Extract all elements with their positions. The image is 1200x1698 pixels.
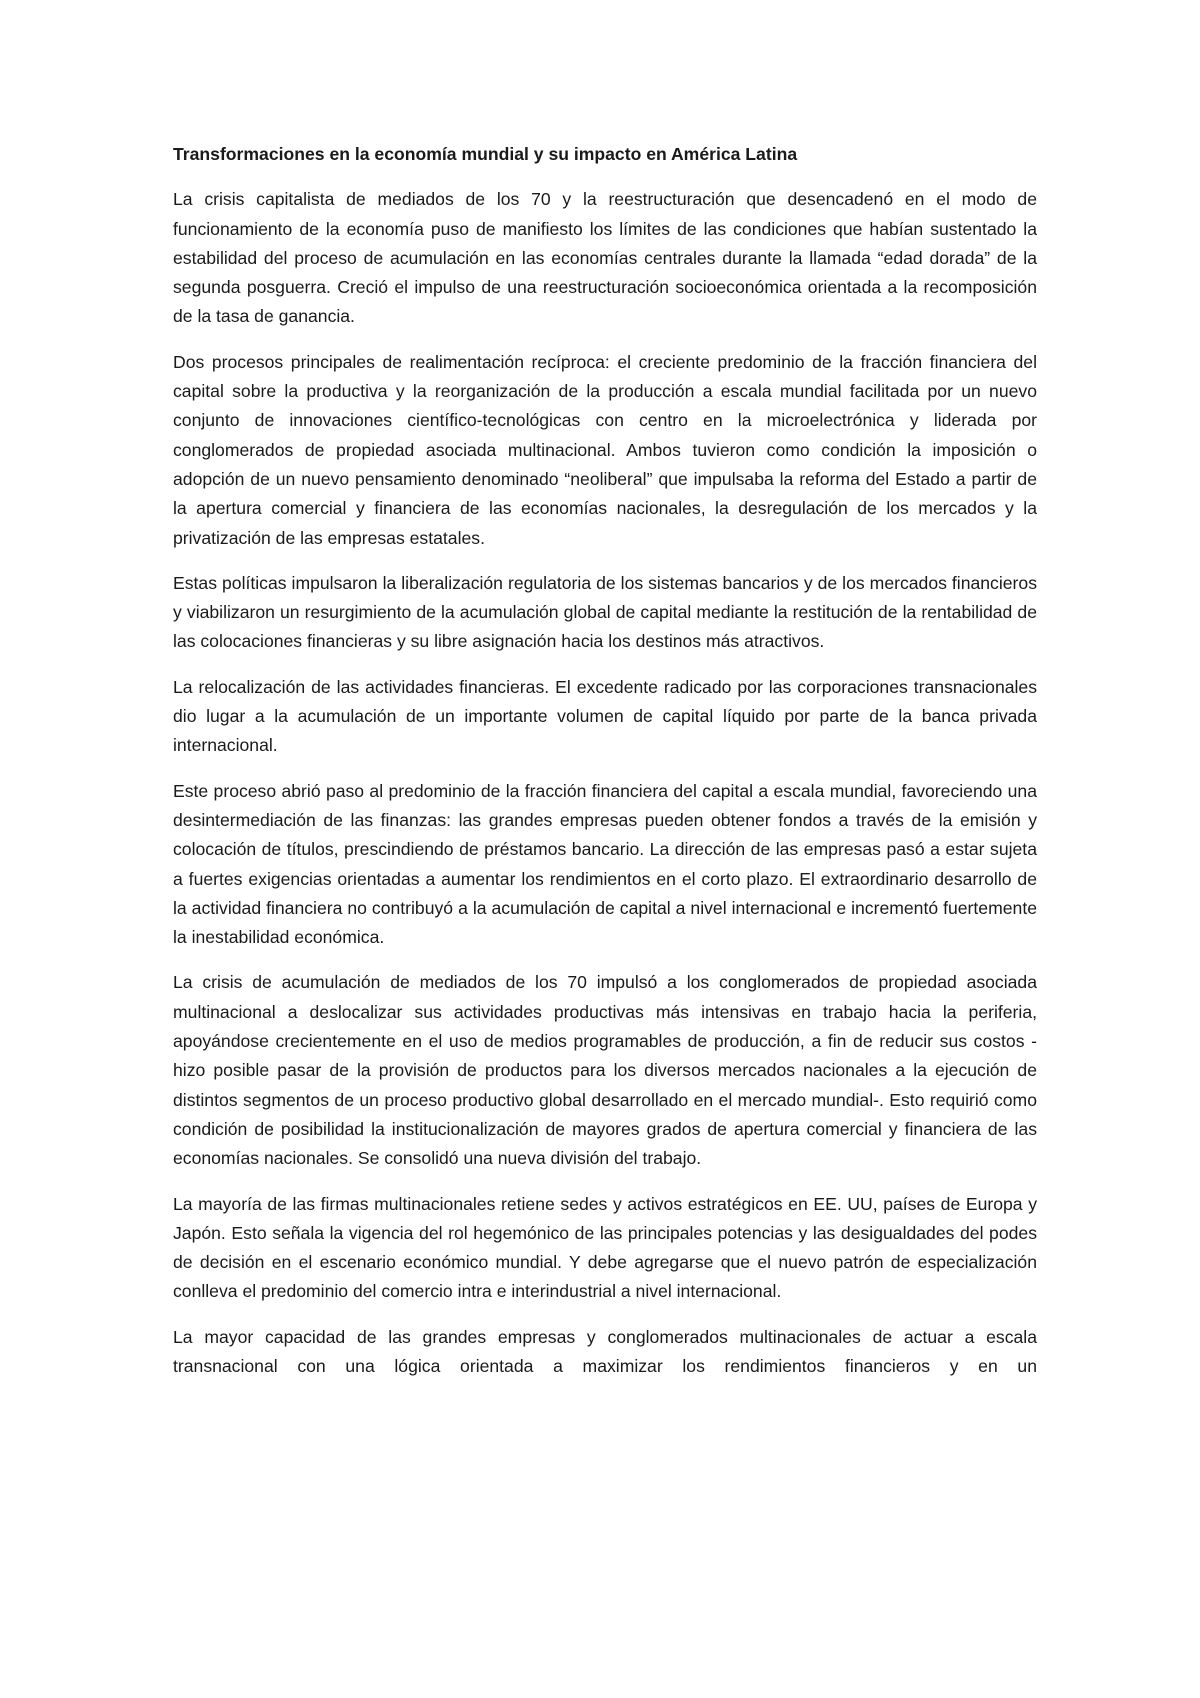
document-body [173, 140, 1037, 1397]
document-title: Transformaciones en la economía mundial y su impacto en América Latina [173, 144, 798, 164]
paragraph-4: La relocalización de las actividades financieras. El excedente radicado por las corporaciones transnacionales dio lugar a la acumulación de un importante volumen de capital líquido por parte de la banca privada internacional. [173, 676, 1037, 756]
paragraph-2: Dos procesos principales de realimentación recíproca: el creciente predominio de la fracción financiera del capital sobre la productiva y la reorganización de la producción a escala mundial facilitada por un nuevo conjunto de innovaciones científico-tecnológicas con centro en la microelectrónica y liderada por conglomerados de propiedad asociada multinacional. Ambos tuvieron como condición la imposición o adopción de un nuevo pensamiento denominado “neoliberal” que impulsaba la reforma del Estado a partir de la apertura comercial y financiera de las economías nacionales, la desregulación de los mercados y la privatización de las empresas estatales. [173, 351, 1037, 548]
paragraph-5: Este proceso abrió paso al predominio de la fracción financiera del capital a escala mundial, favoreciendo una desintermediación de las finanzas: las grandes empresas pueden obtener fondos a través de la emisión y colocación de títulos, prescindiendo de préstamos bancario. La dirección de las empresas pasó a estar sujeta a fuertes exigencias orientadas a aumentar los rendimientos en el corto plazo. El extraordinario desarrollo de la actividad financiera no contribuyó a la acumulación de capital a nivel internacional e incrementó fuertemente la inestabilidad económica. [173, 780, 1037, 948]
paragraph-1: La crisis capitalista de mediados de los 70 y la reestructuración que desencadenó en el modo de funcionamiento de la economía puso de manifiesto los límites de las condiciones que habían sustentado la estabilidad del proceso de acumulación en las economías centrales durante la llamada “edad dorada” de la segunda posguerra. Creció el impulso de una reestructuración socioeconómica orientada a la recomposición de la tasa de ganancia. [173, 189, 1037, 327]
paragraph-3: Estas políticas impulsaron la liberalización regulatoria de los sistemas bancarios y de los mercados financieros y viabilizaron un resurgimiento de la acumulación global de capital mediante la restitución de la rentabilidad de las colocaciones financieras y su libre asignación hacia los destinos más atractivos. [173, 572, 1037, 652]
paragraph-6: La crisis de acumulación de mediados de los 70 impulsó a los conglomerados de propiedad asociada multinacional a deslocalizar sus actividades productivas más intensivas en trabajo hacia la periferia, apoyándose crecientemente en el uso de medios programables de producción, a fin de reducir sus costos -hizo posible pasar de la provisión de productos para los diversos mercados nacionales a la ejecución de distintos segmentos de un proceso productivo global desarrollado en el mercado mundial-. Esto requirió como condición de posibilidad la institucionalización de mayores grados de apertura comercial y financiera de las economías nacionales. Se consolidó una nueva división del trabajo. [173, 972, 1037, 1169]
paragraph-8: La mayor capacidad de las grandes empresas y conglomerados multinacionales de actuar a escala transnacional con una lógica orientada a maximizar los rendimientos financieros y en un [173, 1326, 1037, 1376]
paragraph-7: La mayoría de las firmas multinacionales retiene sedes y activos estratégicos en EE. UU, países de Europa y Japón. Esto señala la vigencia del rol hegemónico de las principales potencias y las desigualdades del podes de decisión en el escenario económico mundial. Y debe agregarse que el nuevo patrón de especialización conlleva el predominio del comercio intra e interindustrial a nivel internacional. [173, 1193, 1037, 1302]
